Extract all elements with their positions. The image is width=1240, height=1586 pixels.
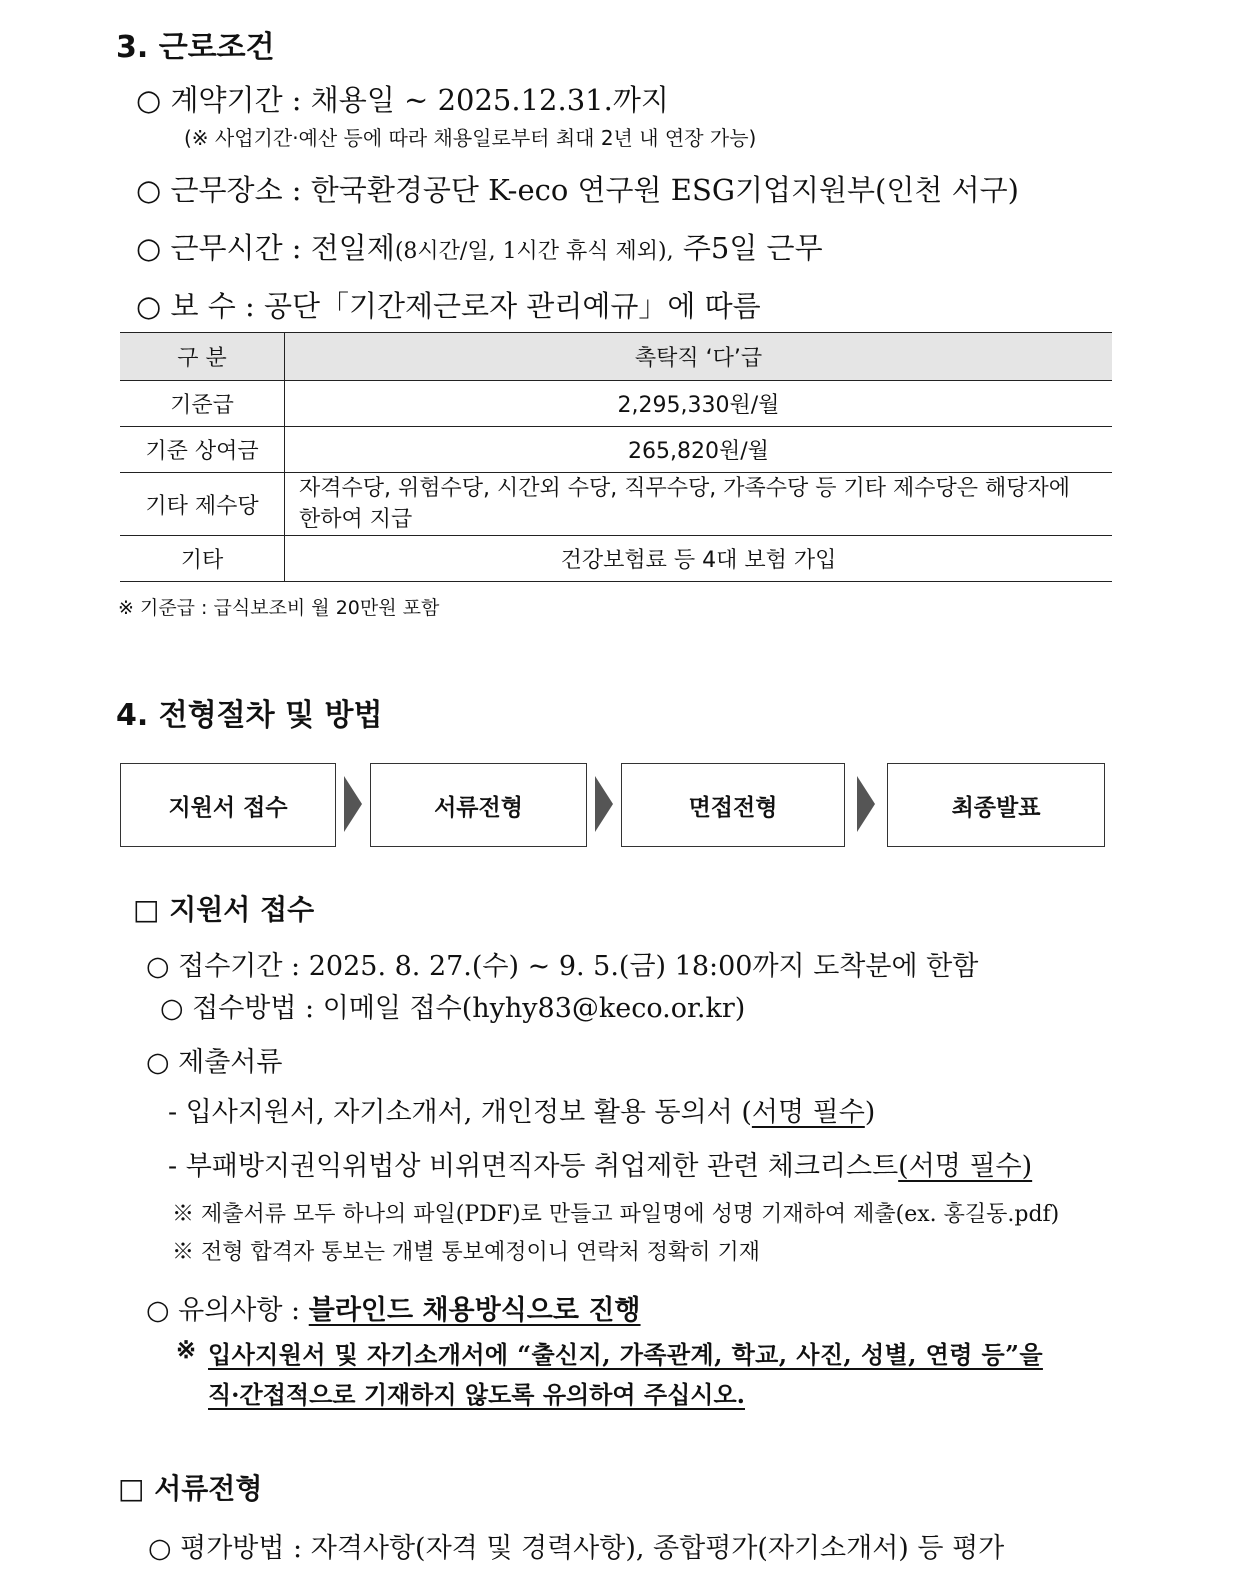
- table-row: [120, 427, 1112, 473]
- table-cell: 2,295,330원/월: [285, 381, 1113, 427]
- caution-detail-line: 직·간접적으로 기재하지 않도록 유의하여 주십시오.: [208, 1380, 745, 1409]
- table-row: [120, 536, 1112, 582]
- application-heading: □ 지원서 접수: [133, 893, 315, 926]
- work-hours-label: ○ 근무시간 : 전일제: [136, 231, 395, 265]
- section-4-title: 4. 전형절차 및 방법: [116, 698, 383, 733]
- workplace: ○ 근무장소 : 한국환경공단 K-eco 연구원 ESG기업지원부(인천 서구): [136, 173, 1019, 207]
- contract-period: ○ 계약기간 : 채용일 ~ 2025.12.31.까지: [136, 83, 669, 117]
- document-item-text: - 입사지원서, 자기소개서, 개인정보 활용 동의서 (: [168, 1097, 752, 1128]
- arrow-right-icon: [857, 776, 875, 832]
- table-cell: 건강보험료 등 4대 보험 가입: [285, 536, 1113, 582]
- step-document-screening: 서류전형: [370, 763, 587, 847]
- documents-note: ※ 제출서류 모두 하나의 파일(PDF)로 만들고 파일명에 성명 기재하여 제출(ex. 홍길동.pdf): [172, 1202, 1060, 1227]
- caution-label: ○ 유의사항 :: [146, 1295, 309, 1326]
- caution: [146, 1288, 641, 1327]
- table-row: [120, 473, 1112, 536]
- signature-required: 서명 필수: [751, 1097, 865, 1128]
- screening-heading: □ 서류전형: [118, 1472, 263, 1505]
- application-method: ○ 접수방법 : 이메일 접수(hyhy83@keco.or.kr): [160, 993, 746, 1024]
- document-item-text: - 부패방지권익위법상 비위면직자등 취업제한 관련 체크리스트: [168, 1151, 899, 1182]
- document-item-end: ): [864, 1097, 876, 1128]
- caution-value: 블라인드 채용방식으로 진행: [308, 1295, 641, 1326]
- application-period: ○ 접수기간 : 2025. 8. 27.(수) ~ 9. 5.(금) 18:00까지 도착분에 한함: [146, 951, 979, 982]
- table-cell: 기타: [120, 536, 285, 582]
- table-note: ※ 기준급 : 급식보조비 월 20만원 포함: [118, 597, 440, 619]
- work-hours-days: 주5일 근무: [673, 231, 823, 265]
- signature-required: (서명 필수): [898, 1151, 1033, 1182]
- arrow-right-icon: [595, 776, 613, 832]
- work-hours-detail: (8시간/일, 1시간 휴식 제외),: [394, 239, 674, 264]
- documents-note: ※ 전형 합격자 통보는 개별 통보예정이니 연락처 정확히 기재: [172, 1240, 760, 1265]
- step-final-announcement: 최종발표: [887, 763, 1105, 847]
- document-item: [168, 1144, 1032, 1183]
- pay-table: [120, 332, 1112, 582]
- step-application: 지원서 접수: [120, 763, 336, 847]
- table-cell: 기타 제수당: [120, 473, 285, 536]
- table-header-category: 구 분: [120, 333, 285, 381]
- screening-method: ○ 평가방법 : 자격사항(자격 및 경력사항), 종합평가(자기소개서) 등 평가: [148, 1533, 1005, 1564]
- table-cell: 기준급: [120, 381, 285, 427]
- document-item: [168, 1090, 875, 1129]
- arrow-right-icon: [344, 776, 362, 832]
- step-interview: 면접전형: [621, 763, 845, 847]
- table-cell: 자격수당, 위험수당, 시간외 수당, 직무수당, 가족수당 등 기타 제수당은 해당자에 한하여 지급: [285, 473, 1113, 536]
- contract-note: (※ 사업기간·예산 등에 따라 채용일로부터 최대 2년 내 연장 가능): [184, 126, 757, 150]
- table-header-grade: 촉탁직 ‘다’급: [285, 333, 1113, 381]
- table-row: [120, 381, 1112, 427]
- work-hours: [136, 226, 823, 267]
- section-3-title: 3. 근로조건: [116, 30, 275, 65]
- table-cell: 265,820원/월: [285, 427, 1113, 473]
- caution-mark: ※: [176, 1335, 197, 1364]
- pay: ○ 보 수 : 공단「기간제근로자 관리예규」에 따름: [136, 289, 761, 323]
- caution-detail-line: 입사지원서 및 자기소개서에 “출신지, 가족관계, 학교, 사진, 성별, 연령 등”을: [208, 1340, 1043, 1369]
- documents-title: ○ 제출서류: [146, 1047, 283, 1078]
- table-cell: 기준 상여금: [120, 427, 285, 473]
